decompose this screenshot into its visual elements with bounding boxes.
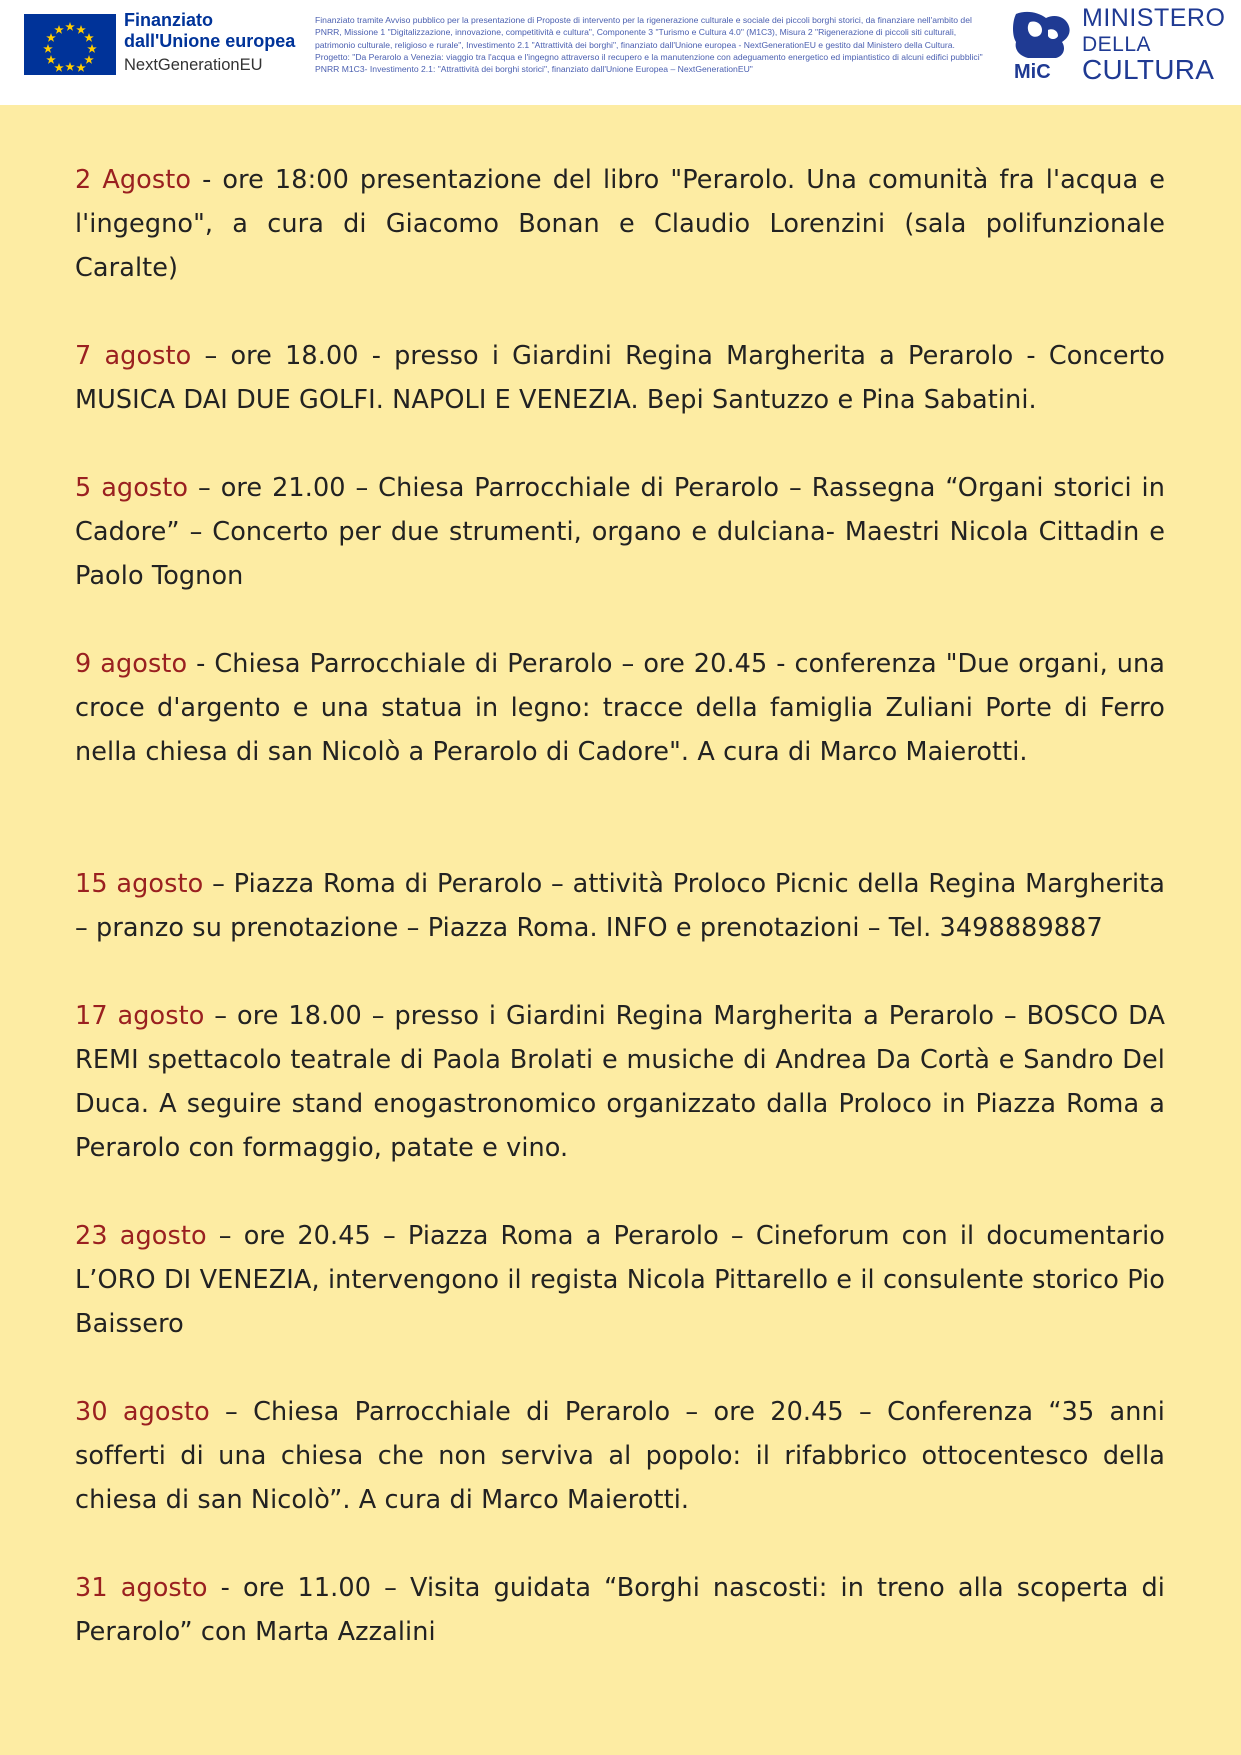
event-item — [75, 862, 1165, 950]
event-date: 23 agosto — [75, 1221, 207, 1251]
funding-disclaimer — [315, 14, 985, 75]
mic-line1: MINISTERO — [1082, 4, 1226, 32]
event-item — [75, 642, 1165, 774]
eu-logo-line1: Finanziato — [124, 10, 213, 30]
event-item — [75, 1566, 1165, 1654]
event-description: - Chiesa Parrocchiale di Perarolo – ore 20.45 - conferenza "Due organi, una croce d'argento e una statua in legno: tracce della famiglia Zuliani Porte di Ferro nella chiesa di san Nicolò a Perarolo di Cadore". A cura di Marco Maierotti. — [75, 649, 1165, 767]
event-description: – ore 18.00 - presso i Giardini Regina Margherita a Perarolo - Concerto MUSICA DAI DUE GOLFI. NAPOLI E VENEZIA. Bepi Santuzzo e Pina Sabatini. — [75, 341, 1165, 415]
event-description: – ore 21.00 – Chiesa Parrocchiale di Perarolo – Rassegna “Organi storici in Cadore” – Concerto per due strumenti, organo e dulciana- Maestri Nicola Cittadin e Paolo Tognon — [75, 473, 1166, 591]
event-description: – Chiesa Parrocchiale di Perarolo – ore 20.45 – Conferenza “35 anni sofferti di una chiesa che non serviva al popolo: il rifabbrico ottocentesco della chiesa di san Nicolò”. A cura di Marco Maierotti. — [75, 1397, 1165, 1515]
mic-emblem-text: MiC — [1014, 61, 1051, 82]
event-item — [75, 334, 1165, 422]
event-description: - ore 11.00 – Visita guidata “Borghi nascosti: in treno alla scoperta di Perarolo” con Marta Azzalini — [75, 1573, 1165, 1647]
mic-emblem-icon — [1008, 8, 1076, 82]
disclaimer-paragraph-1: Finanziato tramite Avviso pubblico per la presentazione di Proposte di intervento per la rigenerazione culturale e sociale dei piccoli borghi storici, da finanziare nell'ambito del PNRR, Missione 1 "Digitalizzazione, innovazione, competitività e cultura", Componente 3 "Turismo e Cultura 4.0" (M1C3), Misura 2 "Rigenerazione di piccoli siti culturali, patrimonio culturale, religioso e rurale", Investimento 2.1 "Attrattività dei borghi", finanziato dall'Unione europea - NextGenerationEU e gestito dal Ministero della Cultura. — [315, 15, 972, 50]
eu-logo-line2: dall'Unione europea — [124, 31, 296, 52]
event-date: 17 agosto — [75, 1001, 205, 1031]
event-item — [75, 466, 1165, 598]
disclaimer-paragraph-2: Progetto: "Da Perarolo a Venezia: viaggio tra l'acqua e l'ingegno attraverso il recupero e la manutenzione con adeguamento energetico ed impiantistico di alcuni edifici pubblici" PNRR M1C3- Investimento 2.1: "Attrattività dei borghi storici", finanziato dall'Unione Europea – NextGenerationEU" — [315, 51, 983, 75]
mic-wordmark — [1082, 6, 1225, 84]
eu-funding-logo — [124, 10, 295, 76]
event-date: 31 agosto — [75, 1573, 208, 1603]
eu-logo-line3: NextGenerationEU — [124, 56, 263, 75]
event-date: 30 agosto — [75, 1397, 210, 1427]
mic-line2: DELLA — [1082, 33, 1152, 56]
event-item — [75, 158, 1165, 290]
ministry-of-culture-logo — [1008, 4, 1228, 85]
event-item — [75, 994, 1165, 1170]
event-item — [75, 1390, 1165, 1522]
event-description: - ore 18:00 presentazione del libro "Perarolo. Una comunità fra l'acqua e l'ingegno", a cura di Giacomo Bonan e Claudio Lorenzini (sala polifunzionale Caralte) — [75, 165, 1165, 283]
event-date: 5 agosto — [75, 473, 189, 503]
event-date: 2 Agosto — [75, 165, 192, 195]
event-date: 7 agosto — [75, 341, 192, 371]
event-description: – Piazza Roma di Perarolo – attività Proloco Picnic della Regina Margherita – pranzo su prenotazione – Piazza Roma. INFO e prenotazioni – Tel. 3498889887 — [75, 869, 1165, 943]
event-description: – ore 18.00 – presso i Giardini Regina Margherita a Perarolo – BOSCO DA REMI spettacolo teatrale di Paola Brolati e musiche di Andrea Da Cortà e Sandro Del Duca. A seguire stand enogastronomico organizzato dalla Proloco in Piazza Roma a Perarolo con formaggio, patate e vino. — [75, 1001, 1165, 1163]
mic-line3: CULTURA — [1082, 54, 1215, 85]
eu-flag-icon — [24, 14, 116, 75]
events-list — [75, 158, 1165, 1654]
event-date: 9 agosto — [75, 649, 188, 679]
event-date: 15 agosto — [75, 869, 204, 899]
event-item — [75, 1214, 1165, 1346]
header-banner — [0, 0, 1241, 105]
event-description: – ore 20.45 – Piazza Roma a Perarolo – Cineforum con il documentario L’ORO DI VENEZIA, intervengono il regista Nicola Pittarello e il consulente storico Pio Baissero — [75, 1221, 1165, 1339]
